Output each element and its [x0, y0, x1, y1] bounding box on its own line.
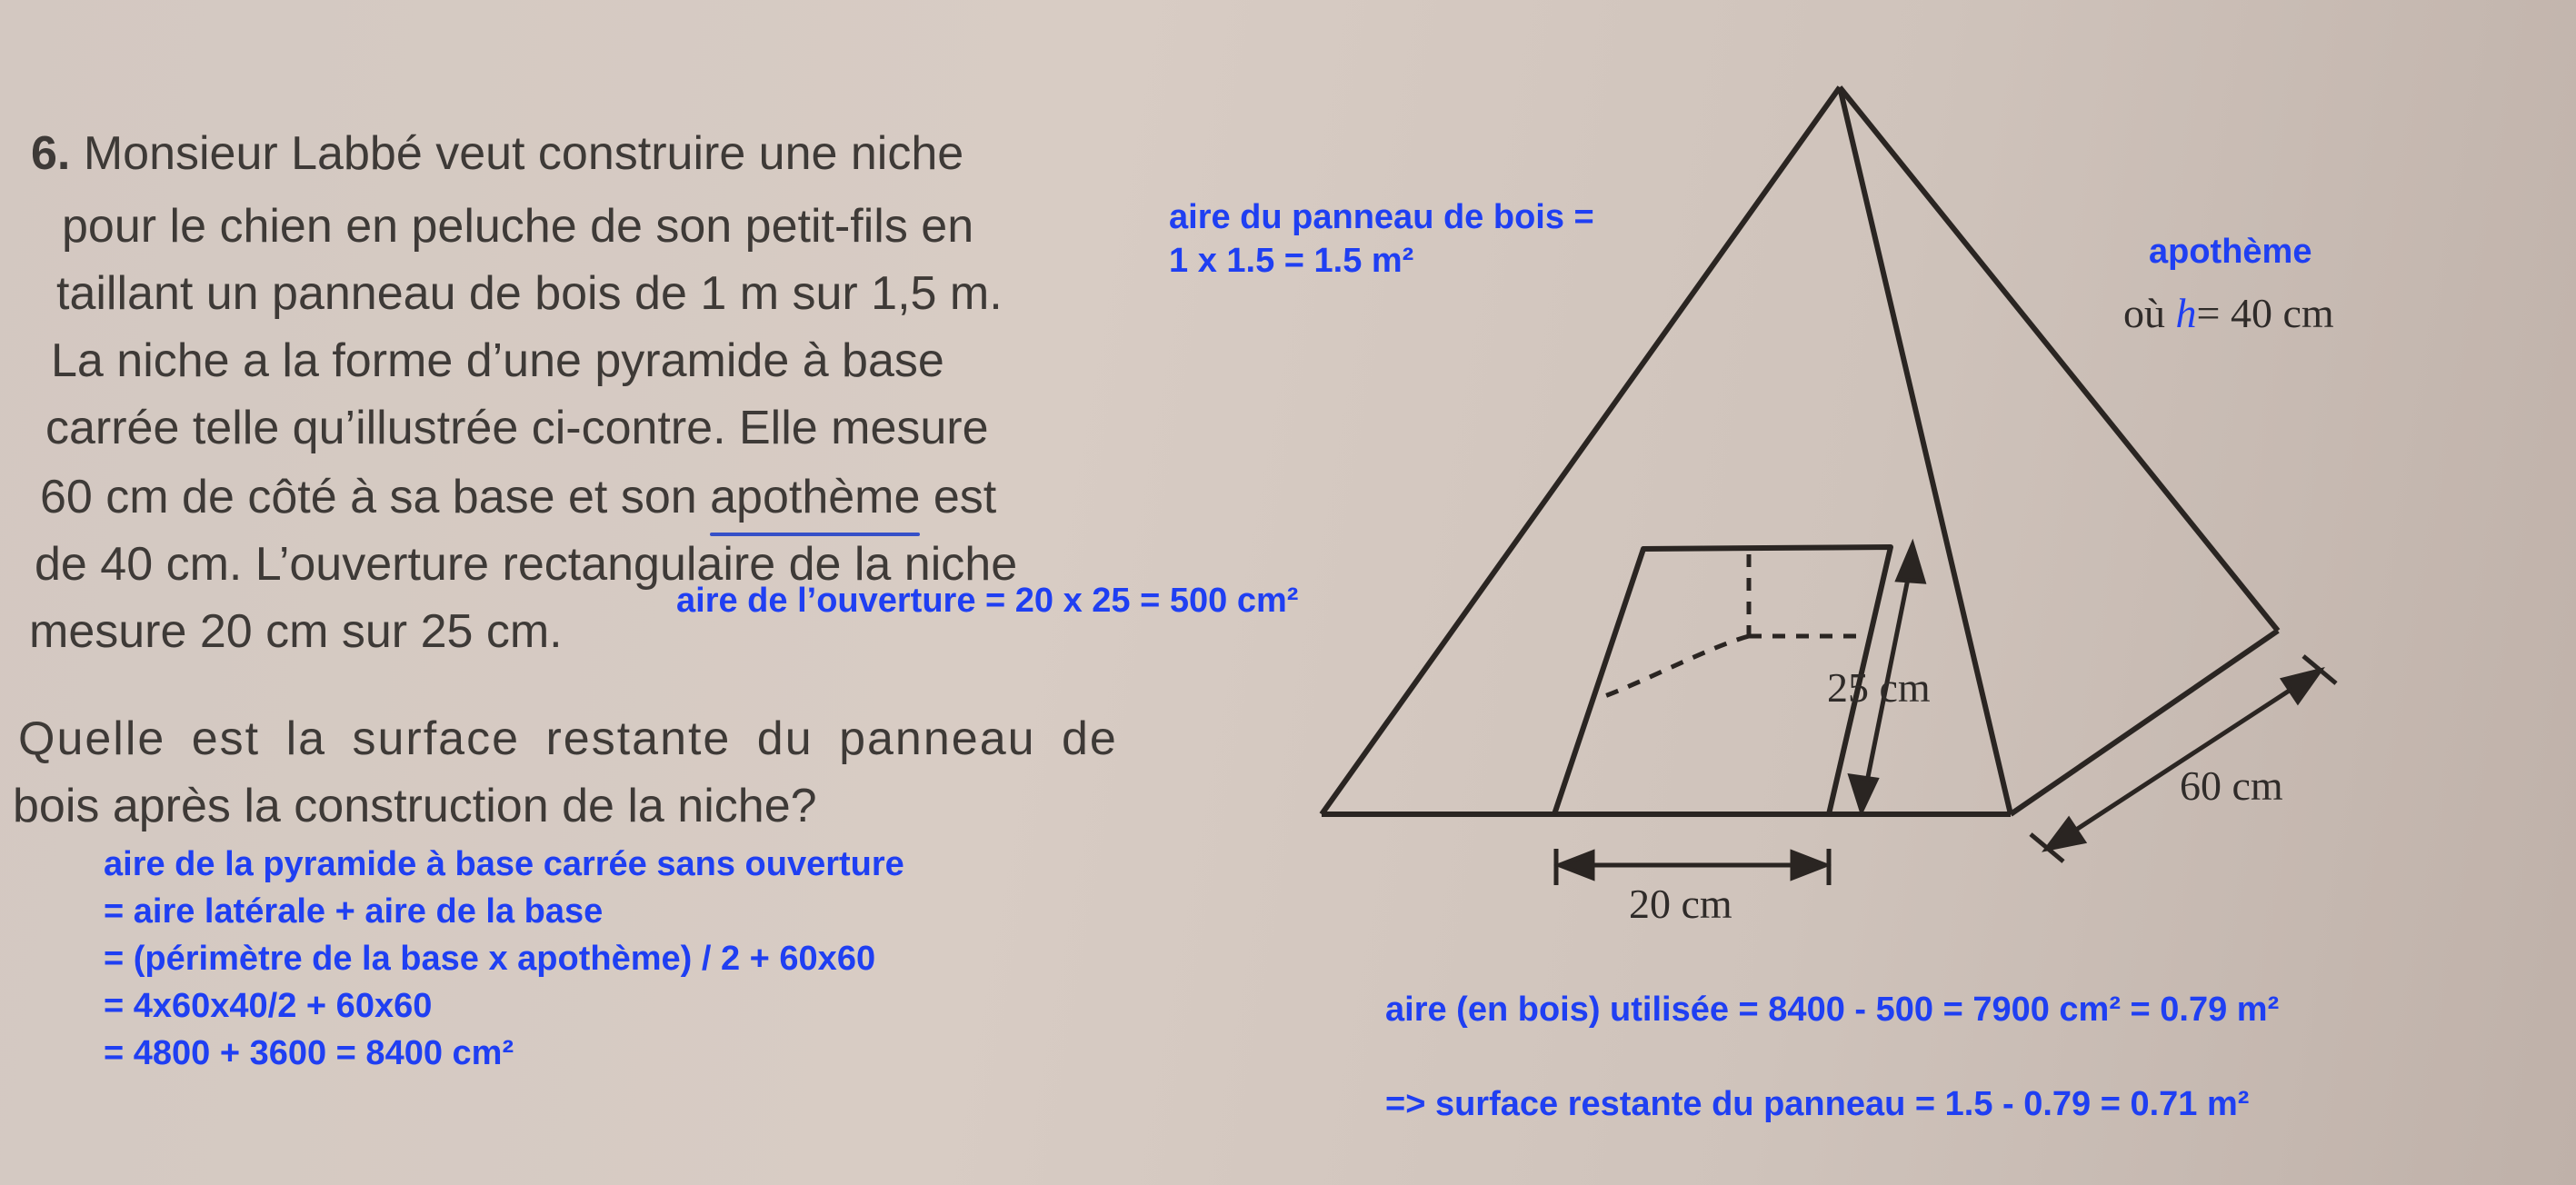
- problem-line-7: de 40 cm. L’ouverture rectangulaire de la niche: [35, 538, 1018, 591]
- label-20cm: 20 cm: [1629, 881, 1732, 927]
- problem-line-5: carrée telle qu’illustrée ci-contre. Elle mesure: [45, 402, 989, 454]
- label-apotheme-prefix: où: [2123, 290, 2165, 336]
- note-pyramid-line-5: = 4800 + 3600 = 8400 cm²: [104, 1034, 514, 1072]
- apotheme-underlined-word: apothème: [710, 463, 920, 531]
- problem-line-4: La niche a la forme d’une pyramide à base: [51, 334, 944, 387]
- note-pyramid-line-2: = aire latérale + aire de la base: [104, 892, 604, 931]
- pyramid-left-edge: [1322, 87, 1840, 814]
- label-apotheme-value: [2123, 289, 2334, 337]
- note-used-area: aire (en bois) utilisée = 8400 - 500 = 7900 cm² = 0.79 m²: [1385, 991, 2280, 1029]
- question-line-1: Quelle est la surface restante du panneau de: [18, 712, 1118, 765]
- label-25cm: 25 cm: [1827, 664, 1931, 711]
- problem-line-6-text: 60 cm de côté à sa base et son: [40, 471, 697, 523]
- dimension-60cm: [2031, 656, 2336, 861]
- note-panel-area-line2: 1 x 1.5 = 1.5 m²: [1169, 242, 1414, 280]
- problem-line-8: mesure 20 cm sur 25 cm.: [29, 605, 563, 658]
- question-line-2: bois après la construction de la niche?: [13, 780, 817, 832]
- label-apotheme-symbol: h: [2175, 290, 2197, 336]
- note-pyramid-line-1: aire de la pyramide à base carrée sans ouverture: [104, 845, 904, 883]
- problem-line-2: pour le chien en peluche de son petit-fils en: [62, 200, 974, 253]
- note-pyramid-line-3: = (périmètre de la base x apothème) / 2 + 60x60: [104, 940, 876, 978]
- note-panel-area-line1: aire du panneau de bois =: [1169, 198, 1594, 236]
- note-apotheme: apothème: [2149, 233, 2312, 271]
- label-60cm: 60 cm: [2180, 762, 2283, 809]
- problem-number: 6.: [31, 127, 71, 180]
- problem-line-3: taillant un panneau de bois de 1 m sur 1,5 m.: [56, 267, 1003, 320]
- problem-line-6-tail: est: [933, 471, 997, 523]
- label-apotheme-number: = 40 cm: [2196, 290, 2334, 336]
- note-opening-area: aire de l’ouverture = 20 x 25 = 500 cm²: [676, 582, 1299, 620]
- note-pyramid-line-4: = 4x60x40/2 + 60x60: [104, 987, 433, 1025]
- problem-line-1-text: Monsieur Labbé veut construire une niche: [83, 127, 964, 180]
- note-remaining-surface: => surface restante du panneau = 1.5 - 0.79 = 0.71 m²: [1385, 1085, 2250, 1123]
